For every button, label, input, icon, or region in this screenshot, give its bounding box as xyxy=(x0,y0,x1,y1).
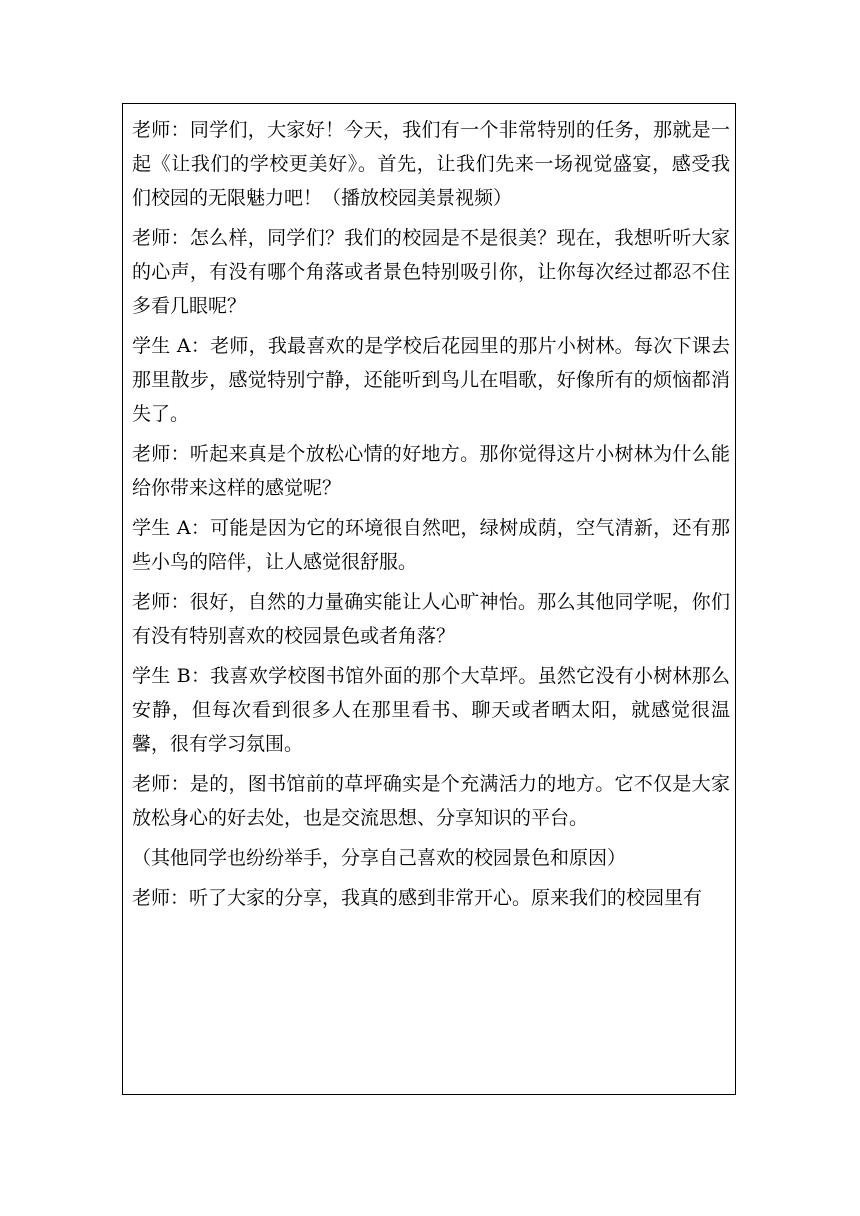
student-a-line-2: 学生 A：可能是因为它的环境很自然吧，绿树成荫，空气清新，还有那些小鸟的陪伴，让人感觉很舒服。 xyxy=(132,517,730,573)
teacher-line-3: 老师：听起来真是个放松心情的好地方。那你觉得这片小树林为什么能给你带来这样的感觉呢？ xyxy=(132,443,730,499)
teacher-line-6: 老师：听了大家的分享，我真的感到非常开心。原来我们的校园里有 xyxy=(132,887,703,909)
student-a-line-1: 学生 A：老师，我最喜欢的是学校后花园里的那片小树林。每次下课去那里散步，感觉特别宁静，还能听到鸟儿在唱歌，好像所有的烦恼都消失了。 xyxy=(132,335,730,425)
table-cell-frame xyxy=(122,103,736,1095)
dialogue-transcript xyxy=(132,113,730,921)
teacher-line-2: 老师：怎么样，同学们？我们的校园是不是很美？现在，我想听听大家的心声，有没有哪个角落或者景色特别吸引你，让你每次经过都忍不住多看几眼呢？ xyxy=(132,227,730,317)
teacher-line-1: 老师：同学们，大家好！今天，我们有一个非常特别的任务，那就是一起《让我们的学校更美好》。首先，让我们先来一场视觉盛宴，感受我们校园的无限魅力吧！（播放校园美景视频） xyxy=(132,119,730,209)
student-b-line-1: 学生 B：我喜欢学校图书馆外面的那个大草坪。虽然它没有小树林那么安静，但每次看到很多人在那里看书、聊天或者晒太阳，就感觉很温馨，很有学习氛围。 xyxy=(132,665,730,755)
stage-direction: （其他同学也纷纷举手，分享自己喜欢的校园景色和原因） xyxy=(132,847,627,869)
teacher-line-5: 老师：是的，图书馆前的草坪确实是个充满活力的地方。它不仅是大家放松身心的好去处，也是交流思想、分享知识的平台。 xyxy=(132,773,730,829)
teacher-line-4: 老师：很好，自然的力量确实能让人心旷神怡。那么其他同学呢，你们有没有特别喜欢的校园景色或者角落？ xyxy=(132,591,730,647)
